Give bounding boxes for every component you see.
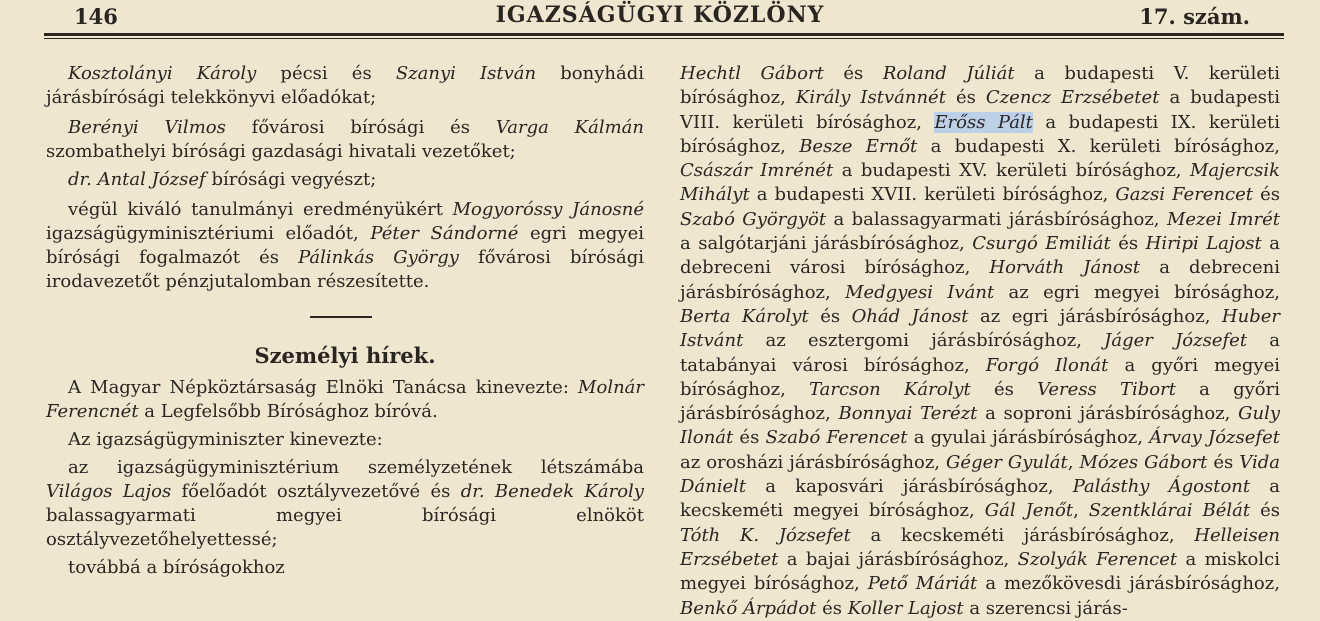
person-name: Szanyi István	[395, 63, 537, 84]
text-run: a kecskeméti megyei bírósághoz,	[680, 476, 1281, 522]
text-run: a debreceni városi bírósághoz,	[680, 233, 1280, 279]
page-header	[40, 2, 1280, 32]
text-run: és	[1250, 500, 1280, 522]
text-run: a salgótarjáni járásbírósághoz,	[680, 233, 973, 255]
text-run: a győri megyei bírósághoz,	[680, 354, 1281, 400]
person-name: Szabó Ferencet	[765, 427, 908, 449]
person-name: Bonnyai Terézt	[838, 403, 978, 425]
text-run: fővárosi bírósági irodavezetőt pénzjutalomban részesítette.	[46, 247, 644, 292]
paragraph-appointments	[680, 62, 1280, 621]
text-run: a soproni járásbírósághoz,	[977, 403, 1239, 425]
text-run: pécsi és	[256, 63, 396, 84]
issue-number: 17. szám.	[1139, 4, 1250, 29]
text-run: a kecskeméti járásbírósághoz,	[850, 524, 1195, 546]
text-run: a miskolci megyei bírósághoz,	[680, 548, 1280, 595]
person-name: Ohád Jánost	[851, 305, 969, 327]
person-name: Helleisen Erzsébetet	[680, 524, 1281, 570]
header-rule	[44, 33, 1284, 36]
text-run: a balassagyarmati járásbírósághoz,	[826, 208, 1167, 230]
text-run: ,	[1073, 500, 1089, 522]
person-name: Forgó Ilonát	[985, 354, 1109, 376]
person-name: Varga Kálmán	[495, 117, 644, 138]
text-run: a budapesti X. kerületi bírósághoz,	[917, 135, 1280, 157]
text-run: a budapesti VIII. kerületi bírósághoz,	[680, 87, 1281, 133]
text-run: egri megyei bírósági fogalmazót és	[46, 223, 644, 268]
person-name: Huber Istvánt	[680, 305, 1280, 352]
text-run: és	[823, 63, 883, 84]
person-name: Világos Lajos	[46, 481, 172, 502]
person-name: Hechtl Gábort	[680, 63, 824, 84]
text-run: A Magyar Népköztársaság Elnöki Tanácsa kinevezte:	[68, 377, 579, 398]
paragraph-elnoki-tanacs	[46, 376, 644, 424]
person-name: Gazsi Ferencet	[1115, 184, 1254, 206]
section-divider	[310, 316, 372, 318]
text-run: a szerencsi járás-	[963, 597, 1128, 619]
person-name: Czencz Erzsébetet	[985, 87, 1160, 109]
text-run: a gyulai járásbírósághoz,	[907, 427, 1150, 449]
text-run: a debreceni járásbírósághoz,	[680, 257, 1281, 303]
journal-title: IGAZSÁGÜGYI KÖZLÖNY	[495, 2, 825, 28]
text-run: és	[1253, 184, 1280, 206]
text-run: a Legfelsőbb Bírósághoz bíróvá.	[138, 401, 438, 422]
text-run: és	[945, 87, 986, 109]
page-number: 146	[74, 4, 118, 29]
text-run: és	[970, 378, 1038, 400]
person-name: Tóth K. Józsefet	[680, 524, 851, 546]
paragraph-tovabba	[46, 556, 644, 580]
text-run: a budapesti IX. kerületi bírósághoz,	[680, 111, 1280, 157]
text-run: végül kiváló tanulmányi eredményükért	[68, 199, 453, 220]
paragraph-letszam	[46, 456, 644, 552]
person-name: Guly Ilonát	[680, 403, 1280, 449]
person-name: Mogyoróssy Jánosné	[452, 199, 644, 220]
person-name: Hiripi Lajost	[1145, 233, 1262, 255]
text-run: Az igazságügyminiszter kinevezte:	[68, 429, 383, 450]
person-name: dr. Benedek Károly	[460, 481, 644, 502]
person-name: Péter Sándorné	[370, 223, 519, 244]
person-name: Csurgó Emiliát	[972, 233, 1111, 255]
person-name: Horváth Jánost	[989, 257, 1141, 279]
section-title: Személyi hírek.	[254, 343, 436, 368]
person-name: Palásthy Ágostont	[1072, 476, 1251, 498]
text-run: a budapesti XV. kerületi bírósághoz,	[833, 160, 1191, 182]
person-name: dr. Antal József	[68, 169, 206, 190]
paragraph-kinevezte	[46, 428, 644, 452]
text-run: ,	[1067, 451, 1080, 473]
person-name: Géger Gyulát	[946, 451, 1068, 473]
person-name: Koller Lajost	[847, 597, 964, 619]
person-name: Gál Jenőt	[984, 500, 1074, 522]
text-run: az egri megyei bírósághoz,	[994, 281, 1280, 303]
person-name: Kosztolányi Károly	[68, 63, 257, 84]
text-run: az esztergomi járásbírósághoz,	[743, 330, 1105, 352]
right-column	[680, 62, 1280, 621]
text-run: szombathelyi bírósági gazdasági hivatali vezetőket;	[46, 141, 516, 162]
text-run: főelőadót osztályvezetővé és	[171, 481, 461, 502]
text-run: és	[816, 597, 848, 619]
person-name: Berényi Vilmos	[68, 117, 226, 138]
person-name: Császár Imrénét	[680, 160, 834, 182]
text-run: az orosházi járásbírósághoz,	[680, 451, 947, 473]
person-name: Besze Ernőt	[799, 135, 918, 157]
text-run: a budapesti V. kerületi bírósághoz,	[680, 63, 1280, 109]
text-run: a tatabányai városi bírósághoz,	[680, 330, 1281, 376]
text-run: fővárosi bírósági és	[225, 117, 496, 138]
person-name: Pálinkás György	[298, 247, 459, 268]
person-name: Tarcson Károlyt	[809, 378, 971, 400]
person-name: Szentklárai Bélát	[1088, 500, 1251, 522]
person-name: Benkő Árpádot	[680, 597, 817, 619]
text-run: az egri járásbírósághoz,	[968, 305, 1222, 327]
text-run: bonyhádi járásbírósági telekkönyvi előadókat;	[46, 63, 644, 108]
highlighted-person-name: Erőss Pált	[934, 111, 1033, 133]
text-run: az igazságügyminisztérium személyzetének létszámába	[68, 457, 644, 478]
person-name: Berta Károlyt	[680, 305, 809, 327]
header-rule-thin	[44, 38, 1284, 39]
person-name: Jáger Józsefet	[1104, 330, 1248, 352]
person-name: Árvay Józsefet	[1149, 427, 1280, 449]
text-run: továbbá a bíróságokhoz	[68, 557, 285, 578]
left-column	[46, 62, 644, 580]
person-name: Majercsik Mihályt	[680, 160, 1280, 206]
text-run: a mezőkövesdi járásbírósághoz,	[977, 573, 1280, 595]
text-run: a budapesti XVII. kerületi bírósághoz,	[749, 184, 1116, 206]
text-run: balassagyarmati megyei bírósági elnököt osztályvezetőhelyettessé;	[46, 505, 644, 550]
person-name: Szolyák Ferencet	[1017, 548, 1178, 570]
person-name: Mózes Gábort	[1079, 451, 1208, 473]
text-run: igazságügyminisztériumi előadót,	[46, 223, 371, 244]
person-name: Szabó Györgyöt	[680, 208, 827, 230]
text-run: a győri járásbírósághoz,	[680, 378, 1280, 425]
person-name: Roland Júliát	[882, 63, 1015, 84]
text-run: és	[808, 305, 852, 327]
person-name: Mezei Imrét	[1166, 208, 1280, 230]
text-run: és	[733, 427, 766, 449]
person-name: Molnár Ferencnét	[46, 377, 644, 422]
text-run: a kaposvári járásbírósághoz,	[746, 476, 1073, 498]
paragraph-jutalom	[46, 198, 644, 294]
person-name: Veress Tibort	[1037, 378, 1176, 400]
text-run: a bajai járásbírósághoz,	[778, 548, 1018, 570]
text-run: bírósági vegyészt;	[205, 169, 377, 190]
person-name: Pető Máriát	[867, 573, 978, 595]
paragraph-kosztolanyi	[46, 62, 644, 110]
text-run: és	[1207, 451, 1240, 473]
person-name: Vida Dánielt	[680, 451, 1280, 498]
person-name: Medgyesi Ivánt	[845, 281, 995, 303]
paragraph-berenyi	[46, 116, 644, 164]
paragraph-antal	[46, 168, 644, 192]
text-run: és	[1110, 233, 1146, 255]
person-name: Király Istvánnét	[795, 87, 946, 109]
